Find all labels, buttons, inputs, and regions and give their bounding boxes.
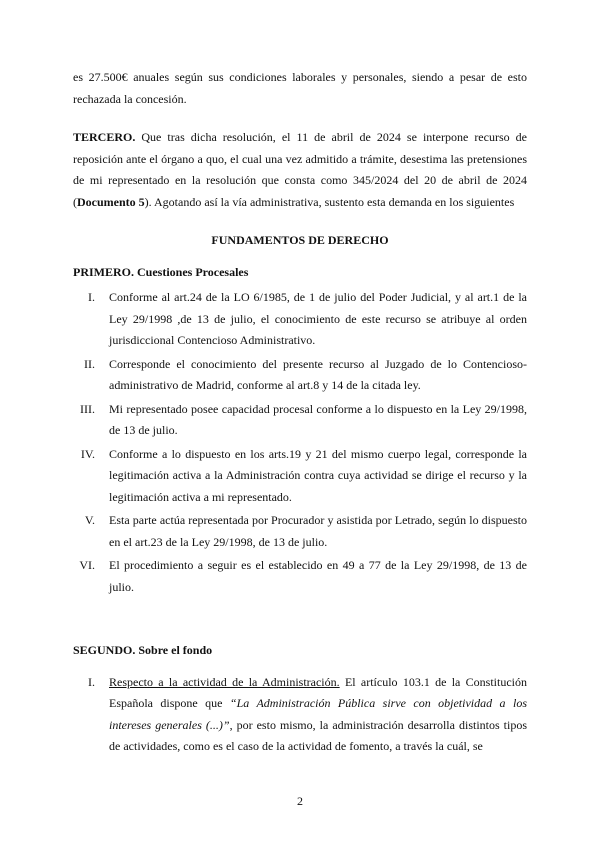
list-item bbox=[73, 510, 527, 553]
constitution-quote: “La Administración Pública sirve con objetividad a los intereses generales (...)” bbox=[109, 696, 527, 732]
page-number: 2 bbox=[297, 794, 303, 808]
list-item-number: VI. bbox=[79, 558, 95, 572]
list-item bbox=[73, 354, 527, 397]
fundamentos-heading: FUNDAMENTOS DE DERECHO bbox=[211, 233, 389, 247]
tercero-label: TERCERO. bbox=[73, 130, 136, 144]
segundo-list bbox=[73, 672, 527, 758]
section-spacer bbox=[73, 600, 527, 640]
page-content bbox=[73, 67, 527, 760]
tercero-text-before: Que tras dicha resolución, el 11 de abril de 2024 se interpone recurso de reposición ante el órgano a quo, el cual una vez admitido a trámite, desestima las pretensiones de mi representado en la resolución que consta como 345/2024 del 20 de abril de 2024 ( bbox=[73, 130, 527, 209]
list-item bbox=[73, 399, 527, 442]
list-item-number: I. bbox=[88, 290, 95, 304]
list-item-text: Mi representado posee capacidad procesal conforme a lo dispuesto en la Ley 29/1998, de 13 de julio. bbox=[109, 401, 527, 437]
tercero-paragraph bbox=[73, 127, 527, 213]
list-item-text: Esta parte actúa representada por Procurador y asistida por Letrado, según lo dispuesto en el art.23 de la Ley 29/1998, de 13 de julio. bbox=[109, 513, 527, 549]
list-item bbox=[73, 444, 527, 509]
segundo-item-text-before: El artículo 103.1 de la Constitución Española dispone que bbox=[109, 674, 528, 710]
list-item-number: IV. bbox=[80, 446, 95, 461]
list-item-text: Conforme al art.24 de la LO 6/1985, de 1 de julio del Poder Judicial, y al art.1 de la Ley 29/1998 ,de 13 de julio, el conocimiento de este recurso se atribuye al orden jurisdiccional Contencioso Administrativo. bbox=[109, 290, 527, 347]
list-item bbox=[73, 555, 527, 598]
list-item-number: V. bbox=[84, 513, 95, 527]
segundo-heading: SEGUNDO. Sobre el fondo bbox=[73, 643, 213, 657]
list-item-number: II. bbox=[84, 356, 95, 371]
primero-heading: PRIMERO. Cuestiones Procesales bbox=[73, 264, 249, 279]
primero-list bbox=[73, 287, 527, 598]
tercero-text-after: ). Agotando así la vía administrativa, sustento esta demanda en los siguientes bbox=[144, 194, 515, 209]
intro-paragraph: es 27.500€ anuales según sus condiciones laborales y personales, siendo a pesar de esto rechazada la concesión. bbox=[73, 70, 527, 106]
tercero-document-reference: Documento 5 bbox=[77, 194, 145, 209]
list-item-text: Conforme a lo dispuesto en los arts.19 y 21 del mismo cuerpo legal, corresponde la legitimación activa a la Administración contra cuya actividad se dirige el recurso y la legitimación activa a mi representado. bbox=[109, 446, 527, 504]
list-item bbox=[73, 287, 527, 352]
list-item-text: El procedimiento a seguir es el establecido en 49 a 77 de la Ley 29/1998, de 13 de julio. bbox=[109, 558, 527, 594]
list-item-text: Corresponde el conocimiento del presente recurso al Juzgado de lo Contencioso-administrativo de Madrid, conforme al art.8 y 14 de la citada ley. bbox=[109, 356, 527, 392]
list-item-number: III. bbox=[80, 401, 95, 416]
list-item-number: I. bbox=[88, 674, 95, 689]
list-item bbox=[73, 672, 527, 758]
segundo-item-underlined-title: Respecto a la actividad de la Administración. bbox=[109, 674, 340, 689]
segundo-item-text-after: , por esto mismo, la administración desarrolla distintos tipos de actividades, como es el caso de la actividad de fomento, a través la cuál, se bbox=[109, 717, 528, 753]
